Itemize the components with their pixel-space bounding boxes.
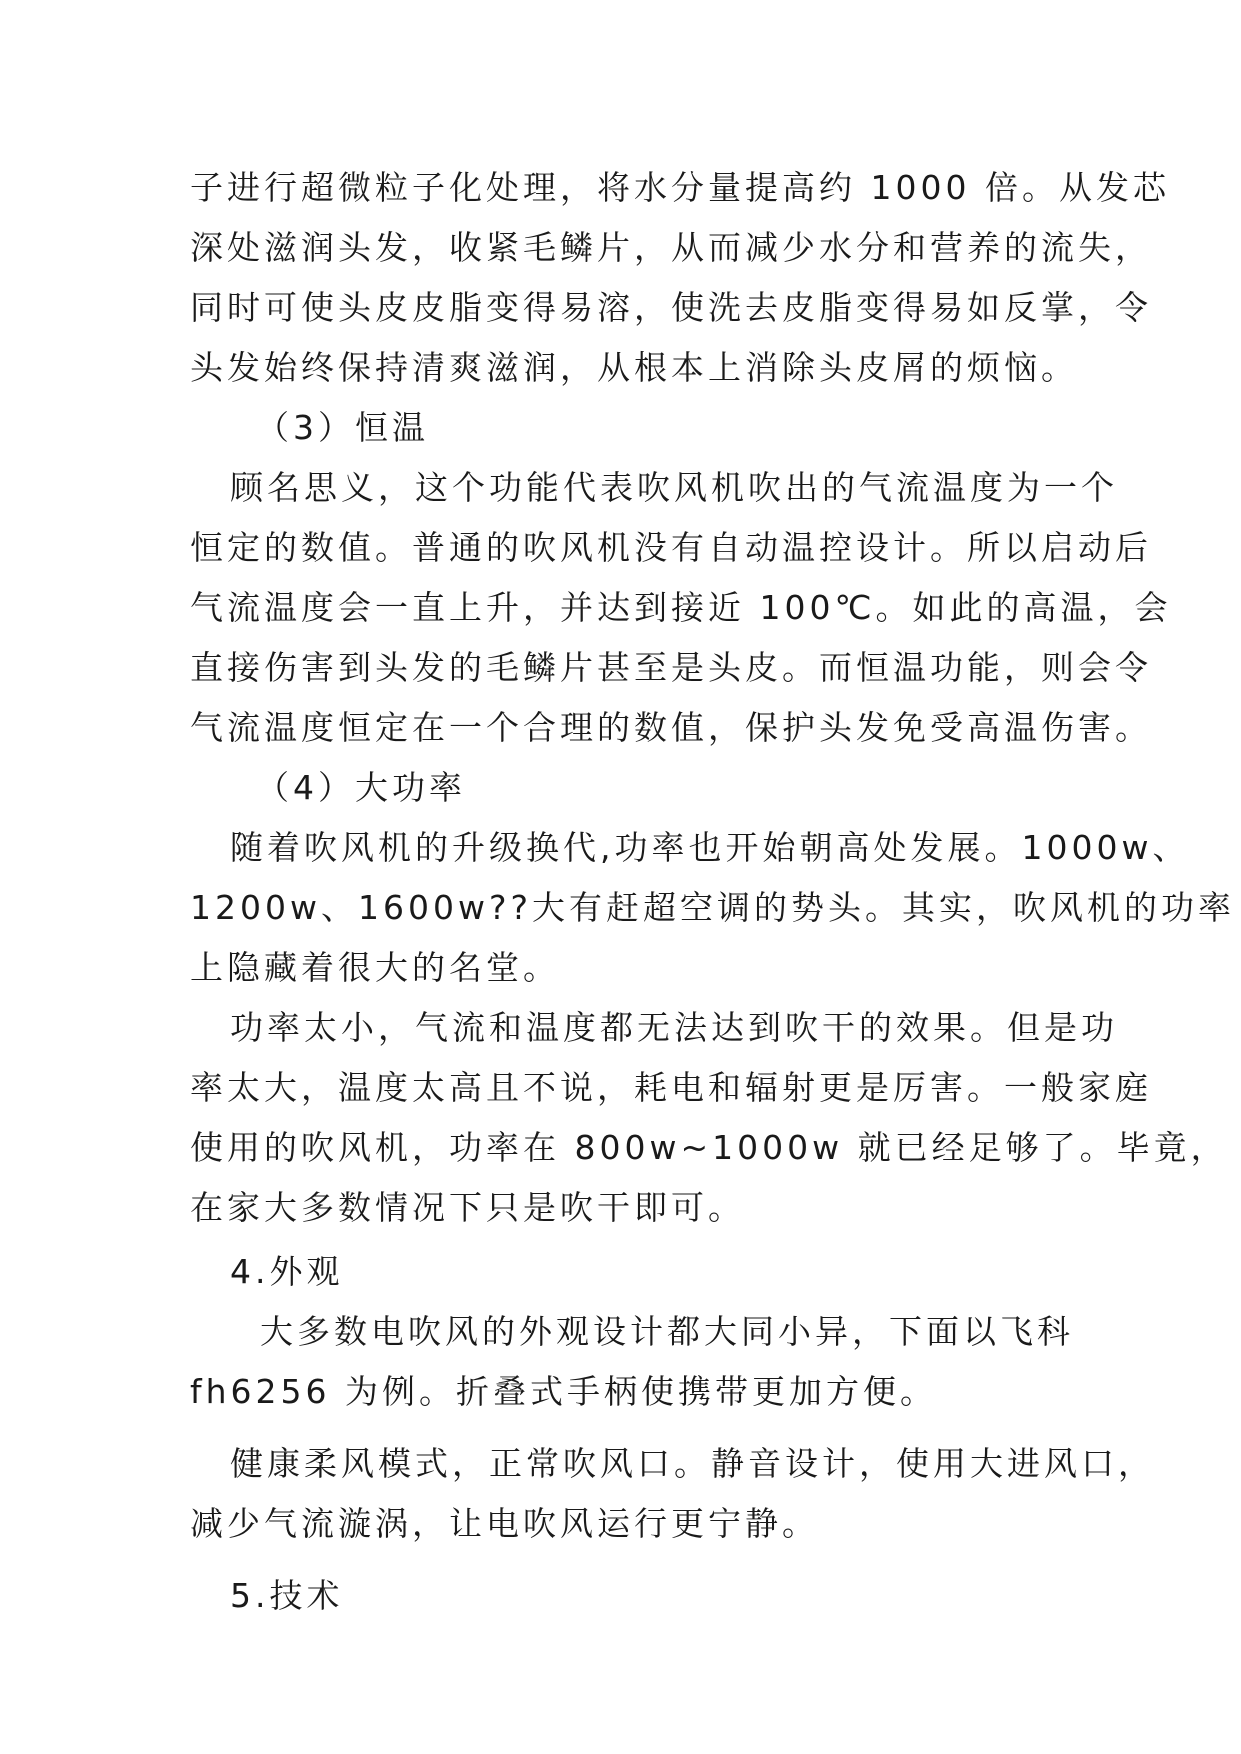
section-heading: （3）恒温 [256, 408, 429, 447]
paragraph-line: 顾名思义，这个功能代表吹风机吹出的气流温度为一个 [230, 468, 1118, 507]
paragraph-line: 1200w、1600w??大有赶超空调的势头。其实，吹风机的功率 [190, 888, 1235, 927]
section-heading: （4）大功率 [256, 768, 466, 807]
paragraph-line: 减少气流漩涡，让电吹风运行更宁静。 [190, 1504, 819, 1543]
paragraph-line: 功率太小，气流和温度都无法达到吹干的效果。但是功 [230, 1008, 1118, 1047]
document-body [190, 158, 1235, 1626]
paragraph-line: 深处滋润头发，收紧毛鳞片，从而减少水分和营养的流失， [190, 228, 1152, 267]
paragraph-line: 头发始终保持清爽滋润，从根本上消除头皮屑的烦恼。 [190, 348, 1078, 387]
section-heading: 5.技术 [230, 1576, 344, 1615]
paragraph-line: 随着吹风机的升级换代,功率也开始朝高处发展。1000w、 [230, 828, 1190, 867]
paragraph-line: 同时可使头皮皮脂变得易溶，使洗去皮脂变得易如反掌，令 [190, 288, 1152, 327]
paragraph-line: 在家大多数情况下只是吹干即可。 [190, 1188, 745, 1227]
paragraph-line: 大多数电吹风的外观设计都大同小异，下面以飞科 [260, 1312, 1074, 1351]
paragraph-line: 率太大，温度太高且不说，耗电和辐射更是厉害。一般家庭 [190, 1068, 1152, 1107]
paragraph-line: fh6256 为例。折叠式手柄使携带更加方便。 [190, 1372, 938, 1411]
paragraph-line: 恒定的数值。普通的吹风机没有自动温控设计。所以启动后 [190, 528, 1152, 567]
paragraph-line: 气流温度会一直上升，并达到接近 100℃。如此的高温，会 [190, 588, 1172, 627]
paragraph-line: 上隐藏着很大的名堂。 [190, 948, 560, 987]
paragraph-line: 健康柔风模式，正常吹风口。静音设计，使用大进风口， [230, 1444, 1155, 1483]
paragraph-line: 直接伤害到头发的毛鳞片甚至是头皮。而恒温功能，则会令 [190, 648, 1152, 687]
paragraph-line: 子进行超微粒子化处理，将水分量提高约 1000 倍。从发芯 [190, 168, 1170, 207]
paragraph-line: 使用的吹风机，功率在 800w~1000w 就已经足够了。毕竟， [190, 1128, 1228, 1167]
paragraph-line: 气流温度恒定在一个合理的数值，保护头发免受高温伤害。 [190, 708, 1152, 747]
section-heading: 4.外观 [230, 1252, 344, 1291]
